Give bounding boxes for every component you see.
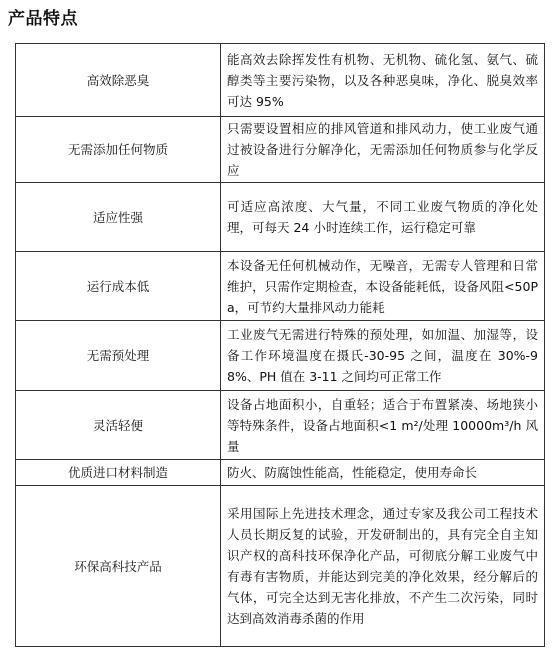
feature-name: 适应性强 <box>16 183 221 252</box>
table-row <box>16 44 545 117</box>
feature-description: 采用国际上先进技术理念，通过专家及我公司工程技术人员长期反复的试验，开发研制出的，具有完全自主知识产权的高科技环保净化产品，可彻底分解工业废气中有毒有害物质，并能达到完美的净化效果，经分解后的气体，可完全达到无害化排放，不产生二次污染，同时达到高效消毒杀菌的作用 <box>221 486 545 647</box>
feature-description: 防火、防腐蚀性能高，性能稳定，使用寿命长 <box>221 460 545 486</box>
feature-description: 设备占地面积小，自重轻；适合于布置紧凑、场地狭小等特殊条件，设备占地面积<1 m²/处理 10000m³/h 风量 <box>221 391 545 460</box>
page-title: 产品特点 <box>8 9 78 29</box>
feature-description: 能高效去除挥发性有机物、无机物、硫化氢、氨气、硫醇类等主要污染物，以及各种恶臭味，净化、脱臭效率可达 95% <box>221 44 545 117</box>
feature-description: 可适应高浓度、大气量，不同工业废气物质的净化处理，可每天 24 小时连续工作，运行稳定可靠 <box>221 183 545 252</box>
table-row <box>16 183 545 252</box>
table-row <box>16 486 545 647</box>
table-row <box>16 391 545 460</box>
feature-description: 只需要设置相应的排风管道和排风动力，使工业废气通过被设备进行分解净化，无需添加任何物质参与化学反应 <box>221 117 545 183</box>
table-row <box>16 117 545 183</box>
table-row <box>16 321 545 391</box>
feature-name: 环保高科技产品 <box>16 486 221 647</box>
feature-name: 运行成本低 <box>16 252 221 321</box>
features-table <box>15 43 545 647</box>
table-row <box>16 460 545 486</box>
table-row <box>16 252 545 321</box>
feature-name: 优质进口材料制造 <box>16 460 221 486</box>
feature-name: 灵活轻便 <box>16 391 221 460</box>
feature-name: 无需添加任何物质 <box>16 117 221 183</box>
feature-name: 无需预处理 <box>16 321 221 391</box>
feature-name: 高效除恶臭 <box>16 44 221 117</box>
feature-description: 本设备无任何机械动作，无噪音，无需专人管理和日常维护，只需作定期检查，本设备能耗低，设备风阻<50Pa，可节约大量排风动力能耗 <box>221 252 545 321</box>
feature-description: 工业废气无需进行特殊的预处理，如加温、加湿等，设备工作环境温度在摄氏-30-95 之间，温度在 30%-98%、PH 值在 3-11 之间均可正常工作 <box>221 321 545 391</box>
